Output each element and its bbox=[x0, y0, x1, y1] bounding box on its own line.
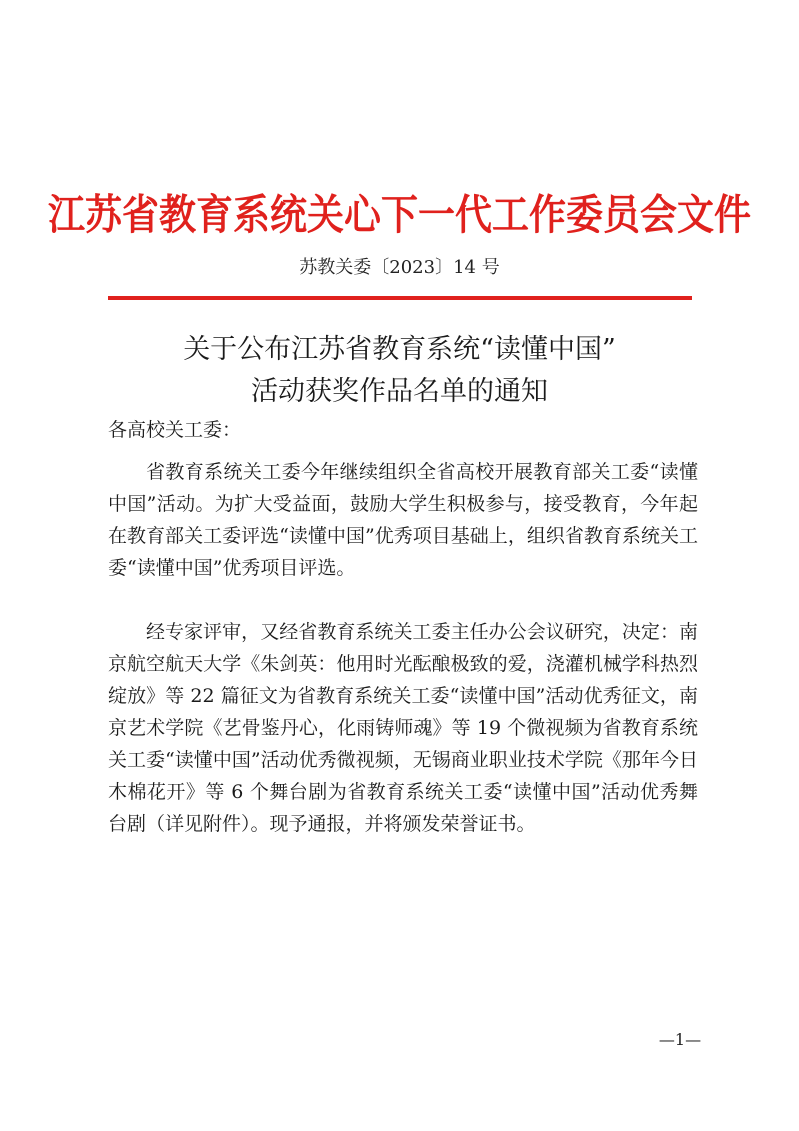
issuer-header: 江苏省教育系统关心下一代工作委员会文件 bbox=[48, 190, 751, 240]
body-paragraph-1: 省教育系统关工委今年继续组织全省高校开展教育部关工委“读懂中国”活动。为扩大受益面，鼓励大学生积极参与，接受教育，今年起在教育部关工委评选“读懂中国”优秀项目基础上，组织省教育系统关工委“读懂中国”优秀项目评选。 bbox=[108, 461, 698, 579]
body-paragraph-2: 经专家评审，又经省教育系统关工委主任办公会议研究，决定：南京航空航天大学《朱剑英：他用时光酝酿极致的爱，浇灌机械学科热烈绽放》等 22 篇征文为省教育系统关工委“读懂中国”活动优秀征文，南京艺术学院《艺骨鉴丹心，化雨铸师魂》等 19 个微视频为省教育系统关工委“读懂中国”活动优秀微视频，无锡商业职业技术学院《那年今日木棉花开》等 6 个舞台剧为省教育系统关工委“读懂中国”活动优秀舞台剧（详见附件）。现予通报，并将颁发荣誉证书。 bbox=[108, 621, 698, 835]
document-title-line-1: 关于公布江苏省教育系统“读懂中国” bbox=[183, 334, 616, 365]
page-number: —1— bbox=[658, 1030, 702, 1049]
document-number: 苏教关委〔2023〕14 号 bbox=[299, 257, 500, 278]
red-divider-line bbox=[108, 296, 692, 300]
document-title-line-2: 活动获奖作品名单的通知 bbox=[251, 376, 548, 407]
salutation: 各高校关工委： bbox=[108, 419, 242, 441]
